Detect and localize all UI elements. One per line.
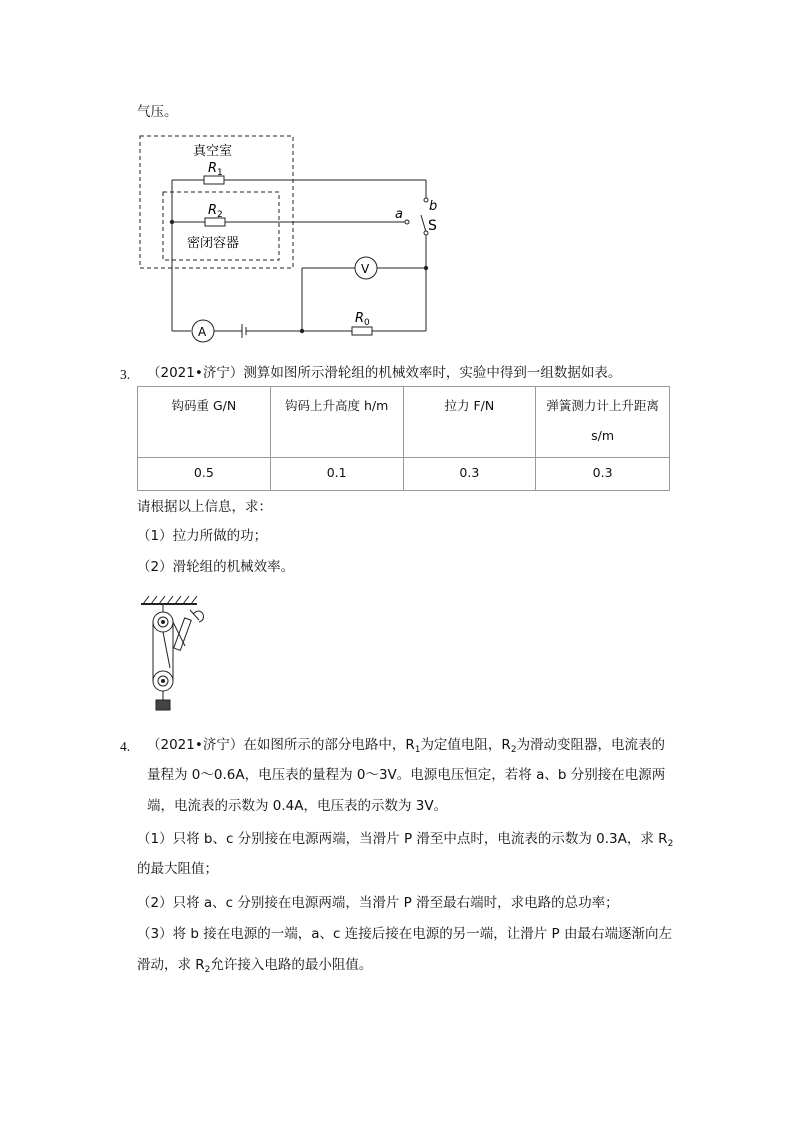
q3-prompt: 请根据以上信息，求： bbox=[137, 499, 272, 515]
q3-stem: （2021•济宁）测算如图所示滑轮组的机械效率时，实验中得到一组数据如表。 bbox=[147, 365, 622, 381]
r0-resistor bbox=[352, 327, 372, 335]
hook-weight bbox=[156, 700, 170, 710]
q4-part3-line2: 滑动，求 $R_2$允许接入电路的最小阻值。 bbox=[137, 957, 373, 975]
q3-number: 3. bbox=[120, 367, 131, 382]
ammeter-label: A bbox=[198, 325, 207, 339]
q4-part1-line1: （1）只将 b、c 分别接在电源两端，当滑片 P 滑至中点时，电流表的示数为 0.3A，求 $R_2$ bbox=[137, 831, 674, 849]
q4-part3-line1: （3）将 b 接在电源的一端，a、c 连接后接在电源的另一端，让滑片 P 由最右端逐渐向左 bbox=[137, 926, 672, 942]
table-header-row bbox=[138, 387, 670, 458]
sealed-container-label: 密闭容器 bbox=[187, 236, 240, 251]
vacuum-chamber-label: 真空室 bbox=[193, 144, 233, 159]
q3-data-table bbox=[137, 386, 670, 491]
value-weight: 0.5 bbox=[138, 458, 271, 491]
q4-part1-line2: 的最大阻值； bbox=[137, 861, 218, 877]
header-force: 拉力 F/N bbox=[403, 387, 536, 458]
switch-blade bbox=[421, 215, 426, 232]
q4-line2: 量程为 0～0.6A，电压表的量程为 0～3V。电源电压恒定，若将 a、b 分别接在电源两 bbox=[147, 767, 666, 783]
header-distance: 弹簧测力计上升距离 s/m bbox=[536, 387, 670, 458]
q4-line3: 端，电流表的示数为 0.4A，电压表的示数为 3V。 bbox=[147, 798, 448, 814]
q4-part2: （2）只将 a、c 分别接在电源两端，当滑片 P 滑至最右端时，求电路的总功率； bbox=[137, 895, 619, 911]
q4-line1: （2021•济宁）在如图所示的部分电路中，$R_1$为定值电阻，$R_2$为滑动变阻器，电流表的 bbox=[147, 737, 666, 755]
switch-label: S bbox=[428, 218, 437, 234]
r0-label: $R_0$ bbox=[355, 311, 370, 328]
r1-label: $R_1$ bbox=[208, 161, 223, 178]
node-a-label: a bbox=[395, 207, 403, 222]
value-height: 0.1 bbox=[270, 458, 403, 491]
node-b-terminal bbox=[424, 198, 428, 202]
header-weight: 钩码重 G/N bbox=[138, 387, 271, 458]
value-distance: 0.3 bbox=[536, 458, 670, 491]
header-height: 钩码上升高度 h/m bbox=[270, 387, 403, 458]
node-b-label: b bbox=[429, 199, 438, 214]
voltmeter-label: V bbox=[361, 262, 370, 276]
circuit-diagram-vacuum bbox=[0, 0, 794, 360]
table-row bbox=[138, 458, 670, 491]
node-a-terminal bbox=[405, 220, 409, 224]
r2-label: $R_2$ bbox=[208, 203, 223, 220]
q4-number: 4. bbox=[120, 739, 131, 754]
q3-part2: （2）滑轮组的机械效率。 bbox=[137, 559, 295, 575]
spring-scale bbox=[174, 618, 192, 650]
pulley-system-figure bbox=[135, 588, 215, 718]
value-force: 0.3 bbox=[403, 458, 536, 491]
q3-part1: （1）拉力所做的功； bbox=[137, 528, 268, 544]
top-text: 气压。 bbox=[137, 104, 178, 120]
